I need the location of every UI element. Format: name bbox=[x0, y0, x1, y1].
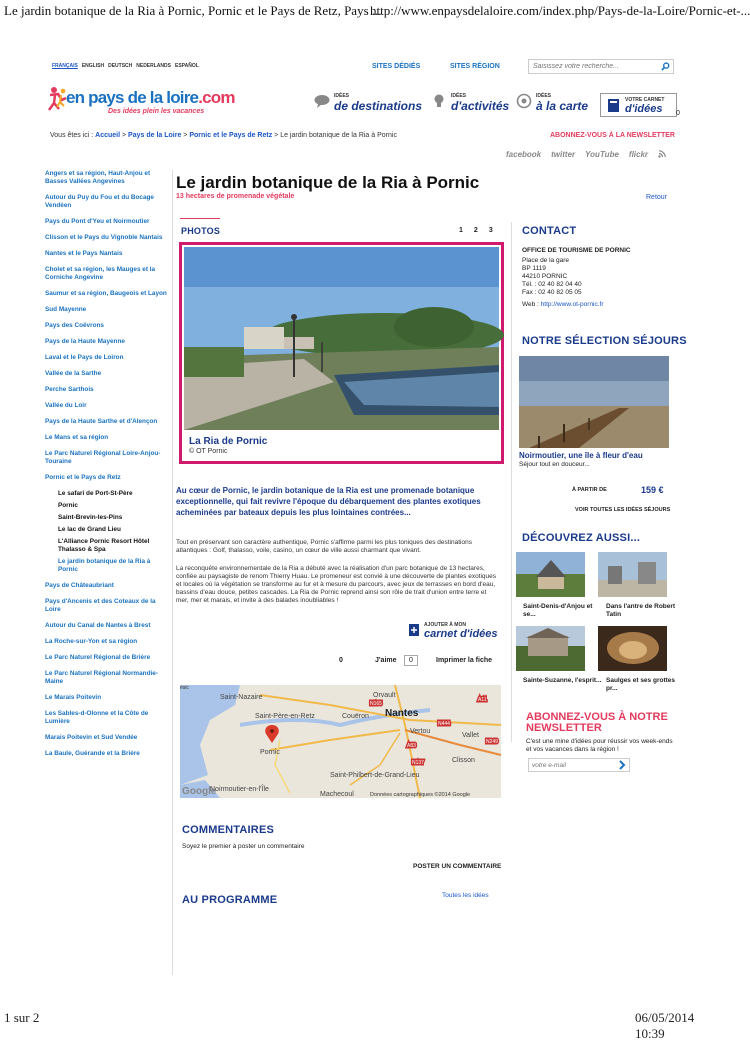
language-selector bbox=[52, 63, 199, 69]
share-count: 0 bbox=[339, 657, 343, 664]
photo-pager bbox=[459, 227, 493, 234]
nav-carte-small: IDÉES bbox=[536, 93, 552, 99]
sidebar-item[interactable]: Pornic et le Pays de Retz bbox=[45, 474, 121, 481]
comments-empty-text: Soyez le premier à poster un commentaire bbox=[182, 843, 305, 850]
contact-phone: Tél. : 02 40 82 04 40 bbox=[522, 281, 582, 289]
language-option[interactable]: DEUTSCH bbox=[108, 63, 133, 69]
add-carnet-small: AJOUTER À MON bbox=[424, 622, 466, 628]
decouvrez-caption-1[interactable]: Saint-Denis-d'Anjou et se... bbox=[523, 603, 593, 618]
sidebar-item[interactable]: Vallée du Loir bbox=[45, 402, 87, 409]
sidebar-item[interactable]: Saumur et sa région, Baugeois et Layon bbox=[45, 290, 167, 297]
photo-caption: La Ria de Pornic bbox=[189, 436, 268, 447]
breadcrumb-current: Le jardin botanique de la Ria à Pornic bbox=[280, 132, 397, 139]
print-footer-page: 1 sur 2 bbox=[4, 1010, 40, 1025]
search-icon[interactable] bbox=[661, 62, 670, 71]
contact-line: Place de la gare bbox=[522, 257, 569, 265]
comments-heading: COMMENTAIRES bbox=[182, 824, 275, 836]
language-option[interactable]: ENGLISH bbox=[81, 63, 105, 69]
facebook-icon[interactable]: facebook bbox=[506, 150, 542, 159]
ria-photo[interactable] bbox=[184, 247, 499, 430]
map-label-noirmoutier: Noirmoutier-en-l'Île bbox=[210, 786, 269, 793]
sidebar-item[interactable]: Marais Poitevin et Sud Vendée bbox=[45, 734, 138, 741]
sidebar-item[interactable]: Le Mans et sa région bbox=[45, 434, 109, 441]
sidebar-item[interactable]: Nantes et le Pays Nantais bbox=[45, 250, 123, 257]
print-link[interactable]: Imprimer la fiche bbox=[436, 657, 493, 664]
language-option[interactable]: ESPAÑOL bbox=[174, 63, 199, 69]
sidebar-item[interactable]: Cholet et sa région, les Mauges et la Corniche Angevine bbox=[45, 266, 156, 281]
sidebar-item[interactable]: Laval et le Pays de Loiron bbox=[45, 354, 124, 361]
photo-page-1[interactable]: 1 bbox=[459, 227, 463, 234]
carnet-count: 0 bbox=[676, 110, 680, 117]
section-accent bbox=[180, 218, 220, 219]
decouvrez-thumb-1[interactable] bbox=[516, 552, 585, 597]
chevron-right-icon[interactable] bbox=[617, 760, 627, 770]
sidebar-item[interactable]: Le Parc Naturel Régional de Brière bbox=[45, 654, 151, 661]
rss-icon[interactable] bbox=[658, 150, 666, 158]
sidebar-item[interactable]: Le jardin botanique de la Ria à Pornic bbox=[58, 558, 151, 573]
sidebar-item[interactable]: Sud Mayenne bbox=[45, 306, 87, 313]
like-button[interactable]: J'aime bbox=[375, 657, 397, 664]
sidebar-item[interactable]: Autour du Puy du Fou et du Bocage Vendéen bbox=[45, 194, 154, 209]
article-intro: Au cœur de Pornic, le jardin botanique de la Ria est une promenade botanique exceptionnelle, qui fait revivre l'époque du débarquement des plantes exotiques acheminées par bateaux depuis les plus lointaines contrées... bbox=[176, 486, 481, 517]
language-option[interactable]: FRANÇAIS bbox=[52, 63, 78, 69]
sidebar-item[interactable]: Pays du Pont d'Yeu et Noirmoutier bbox=[45, 218, 150, 225]
map-label-vertou: Vertou bbox=[410, 728, 431, 735]
carnet-small: VOTRE CARNET bbox=[625, 97, 665, 103]
price-value: 159 € bbox=[641, 485, 664, 495]
logo-domain: .com bbox=[198, 88, 235, 107]
sidebar-item[interactable]: Le safari de Port-St-Père bbox=[58, 490, 133, 497]
location-map[interactable] bbox=[180, 685, 501, 798]
decouvrez-heading: DÉCOUVREZ AUSSI... bbox=[522, 532, 641, 544]
sidebar-item[interactable]: Autour du Canal de Nantes à Brest bbox=[45, 622, 151, 629]
speech-bubble-icon bbox=[314, 94, 330, 108]
notebook-plus-icon bbox=[408, 623, 421, 637]
contact-org: OFFICE DE TOURISME DE PORNIC bbox=[522, 247, 631, 254]
contact-web-link[interactable]: http://www.ot-pornic.fr bbox=[540, 300, 604, 308]
carnet-idees-button[interactable] bbox=[600, 93, 677, 117]
nav-activites-small: IDÉES bbox=[451, 93, 467, 99]
add-to-carnet-button[interactable] bbox=[408, 620, 500, 642]
decouvrez-caption-2[interactable]: Dans l'antre de Robert Tatin bbox=[606, 603, 676, 618]
map-road-6: N137 bbox=[412, 760, 424, 766]
lightbulb-icon bbox=[431, 94, 447, 108]
photo-page-2[interactable]: 2 bbox=[473, 227, 478, 234]
sidebar-item[interactable]: Le Parc Naturel Régional Normandie-Maine bbox=[45, 670, 158, 685]
selection-name[interactable]: Noirmoutier, une île à fleur d'eau bbox=[519, 451, 643, 460]
article-paragraph-2: La reconquête environnementale de la Ria a débuté avec la réalisation d'un parc botanique de 13 hectares, confiée au paysagiste de renom Thierry Huau. Le promeneur est convié à une découverte de plantes exotiques et locales où la végétation se transforme au fur et à mesure du parcours, avec jeux de terrasses en bord d'eau, bassins d'eau douce, petites cascades. La Ria de Pornic reprend ainsi son rôle de trait d'union entre terre et mer, mer et marais, et invite à des balades inoubliables ! bbox=[176, 565, 497, 604]
logo-wordmark bbox=[66, 88, 235, 108]
sidebar-item[interactable]: Saint-Brevin-les-Pins bbox=[58, 514, 123, 521]
sidebar-item[interactable]: Pornic bbox=[58, 502, 78, 509]
photo-frame bbox=[179, 242, 504, 464]
newsletter-email-input[interactable] bbox=[529, 759, 614, 771]
contact-fax: Fax : 02 40 82 05 05 bbox=[522, 289, 582, 297]
sidebar-item[interactable]: L'Alliance Pornic Resort Hôtel Thalasso & Spa bbox=[58, 538, 150, 553]
selection-photo[interactable] bbox=[519, 356, 669, 448]
sidebar-item[interactable]: Le Marais Poitevin bbox=[45, 694, 102, 701]
sidebar-item[interactable]: Clisson et le Pays du Vignoble Nantais bbox=[45, 234, 163, 241]
nav-carte-label: à la carte bbox=[536, 99, 589, 113]
map-road-2: N165 bbox=[370, 701, 382, 707]
sidebar-item[interactable]: La Roche-sur-Yon et sa région bbox=[45, 638, 138, 645]
newsletter-heading: ABONNEZ-VOUS À NOTRE NEWSLETTER bbox=[526, 711, 668, 734]
sidebar-item[interactable]: Le lac de Grand Lieu bbox=[58, 526, 121, 533]
sidebar-item[interactable]: Pays d'Ancenis et des Coteaux de la Loire bbox=[45, 598, 156, 613]
map-road-4: A83 bbox=[407, 743, 416, 749]
newsletter-top-link[interactable]: ABONNEZ-VOUS À LA NEWSLETTER bbox=[550, 132, 675, 139]
add-carnet-label: carnet d'idées bbox=[424, 628, 498, 640]
language-option[interactable]: NEDERLANDS bbox=[136, 63, 171, 69]
post-comment-button[interactable]: POSTER UN COMMENTAIRE bbox=[413, 863, 502, 870]
map-road-5: N249 bbox=[486, 739, 498, 745]
map-label-vallet: Vallet bbox=[462, 732, 479, 739]
newsletter-text: C'est une mine d'idées pour réussir vos week-ends et vos vacances dans la région ! bbox=[526, 738, 673, 753]
article-paragraph-1: Tout en préservant son caractère authentique, Pornic s'affirme parmi les plus toniques des destinations atlantiques : Golf, thalasso, voile, casino, un cœur de ville aussi charmant que vivant. bbox=[176, 539, 472, 554]
contact-web-label: Web : bbox=[522, 300, 539, 308]
sidebar-item[interactable]: Les Sables-d-Olonne et la Côte de Lumière bbox=[45, 710, 149, 725]
carnet-label: d'idées bbox=[625, 103, 663, 115]
map-google-logo: Google bbox=[182, 786, 217, 797]
search-input[interactable] bbox=[529, 60, 654, 73]
sidebar-item[interactable]: Pays de la Haute Mayenne bbox=[45, 338, 125, 345]
sidebar-item[interactable]: Pays de Châteaubriant bbox=[45, 582, 114, 589]
runners-logo-icon bbox=[46, 86, 68, 114]
decouvrez-thumb-3[interactable] bbox=[516, 626, 585, 671]
like-count: 0 bbox=[404, 655, 418, 666]
map-label-clisson: Clisson bbox=[452, 757, 475, 764]
logo-slogan: Des idées plein les vacances bbox=[108, 108, 205, 115]
contact-heading: CONTACT bbox=[522, 225, 577, 237]
print-header-title: Le jardin botanique de la Ria à Pornic, Pornic et le Pays de Retz, Pays ... bbox=[4, 3, 382, 18]
map-label-saint-nazaire: Saint-Nazaire bbox=[220, 694, 263, 701]
right-column-divider bbox=[511, 222, 512, 742]
map-canvas[interactable] bbox=[180, 685, 501, 798]
site-logo[interactable] bbox=[46, 86, 235, 122]
sidebar-divider bbox=[172, 170, 173, 975]
twitter-icon[interactable]: twitter bbox=[551, 150, 576, 159]
back-link[interactable]: Retour bbox=[646, 194, 668, 201]
map-road-1: A11 bbox=[478, 697, 487, 703]
breadcrumb-home[interactable]: Accueil bbox=[95, 132, 121, 139]
photos-heading: PHOTOS bbox=[181, 226, 221, 236]
newsletter-form bbox=[528, 758, 630, 772]
search-box bbox=[528, 59, 674, 74]
sidebar-item[interactable]: Le Parc Naturel Régional Loire-Anjou-Touraine bbox=[45, 450, 161, 465]
selection-heading: NOTRE SÉLECTION SÉJOURS bbox=[522, 335, 687, 347]
sidebar-item[interactable]: Pays de la Haute Sarthe et d'Alençon bbox=[45, 418, 158, 425]
page-subtitle: 13 hectares de promenade végétale bbox=[176, 193, 295, 200]
compass-icon bbox=[516, 94, 532, 108]
decouvrez-caption-4[interactable]: Saulges et ses grottes pr... bbox=[606, 677, 675, 692]
nav-idees-activites[interactable] bbox=[431, 92, 511, 116]
sidebar-submenu bbox=[45, 490, 167, 574]
sites-region-link[interactable]: SITES RÉGION bbox=[450, 63, 500, 70]
decouvrez-thumb-2[interactable] bbox=[598, 552, 667, 597]
print-footer-datetime: 06/05/2014 10:39 bbox=[635, 1010, 695, 1041]
decouvrez-caption-3[interactable]: Sainte-Suzanne, l'esprit... bbox=[523, 677, 602, 684]
price-label: À PARTIR DE bbox=[572, 487, 607, 493]
pier-photo bbox=[519, 356, 669, 448]
breadcrumb-prefix: Vous êtes ici : bbox=[50, 132, 94, 139]
nav-idees-destinations[interactable] bbox=[314, 92, 424, 116]
logo-name: en pays de la loire bbox=[66, 88, 199, 107]
selection-desc: Séjour tout en douceur... bbox=[519, 461, 590, 468]
map-label-pornic: Pornic bbox=[260, 749, 280, 756]
breadcrumb-area[interactable]: Pornic et le Pays de Retz bbox=[189, 132, 273, 139]
nav-destinations-small: IDÉES bbox=[334, 93, 350, 99]
youtube-icon[interactable]: YouTube bbox=[585, 150, 619, 159]
breadcrumb: Vous êtes ici : Accueil > Pays de la Loire > Pornic et le Pays de Retz > Le jardin botanique de la Ria à Pornic bbox=[50, 132, 397, 139]
print-header-url: http://www.enpaysdelaloire.com/index.php/Pays-de-la-Loire/Pornic-et-... bbox=[370, 3, 750, 18]
sidebar-item[interactable]: Pays des Coëvrons bbox=[45, 322, 104, 329]
all-ideas-link[interactable]: Toutes les idées bbox=[442, 892, 489, 899]
map-road-3: N444 bbox=[438, 721, 450, 727]
sidebar-item[interactable]: Vallée de la Sarthe bbox=[45, 370, 102, 377]
photo-credit: © OT Pornic bbox=[189, 448, 228, 455]
flickr-icon[interactable]: flickr bbox=[628, 150, 649, 159]
nav-activites-label: d'activités bbox=[451, 99, 510, 113]
nav-idees-carte[interactable] bbox=[516, 92, 596, 116]
map-label-orvault: Orvault bbox=[373, 692, 396, 699]
notebook-icon bbox=[606, 98, 621, 113]
decouvrez-thumb-4[interactable] bbox=[598, 626, 667, 671]
contact-line: BP 1119 bbox=[522, 265, 546, 273]
sidebar-item[interactable]: Perche Sarthois bbox=[45, 386, 94, 393]
map-label-nantes: Nantes bbox=[385, 708, 419, 719]
map-attribution: Données cartographiques ©2014 Google bbox=[370, 792, 471, 798]
social-links bbox=[506, 150, 666, 159]
map-corner-label: ésic bbox=[180, 685, 189, 691]
sidebar-item[interactable]: Angers et sa région, Haut-Anjou et Basses Vallées Angevines bbox=[45, 170, 151, 185]
photo-page-3[interactable]: 3 bbox=[488, 227, 493, 234]
sites-dedies-link[interactable]: SITES DÉDIÉS bbox=[372, 63, 421, 70]
all-stays-link[interactable]: VOIR TOUTES LES IDÉES SÉJOURS bbox=[575, 507, 671, 513]
breadcrumb-region[interactable]: Pays de la Loire bbox=[128, 132, 182, 139]
programme-heading: AU PROGRAMME bbox=[182, 894, 278, 906]
map-label-coueron: Couëron bbox=[342, 713, 369, 720]
nav-destinations-label: de destinations bbox=[334, 99, 423, 113]
map-label-saint-pere: Saint-Père-en-Retz bbox=[255, 713, 315, 720]
map-label-saint-philbert: Saint-Philbert-de-Grand-Lieu bbox=[330, 772, 420, 779]
map-label-machecoul: Machecoul bbox=[320, 791, 354, 798]
contact-details bbox=[522, 247, 692, 309]
sidebar-item[interactable]: La Baule, Guérande et la Brière bbox=[45, 750, 140, 757]
page-title: Le jardin botanique de la Ria à Pornic bbox=[176, 173, 480, 192]
region-sidebar bbox=[45, 170, 167, 766]
contact-line: 44210 PORNIC bbox=[522, 273, 568, 281]
